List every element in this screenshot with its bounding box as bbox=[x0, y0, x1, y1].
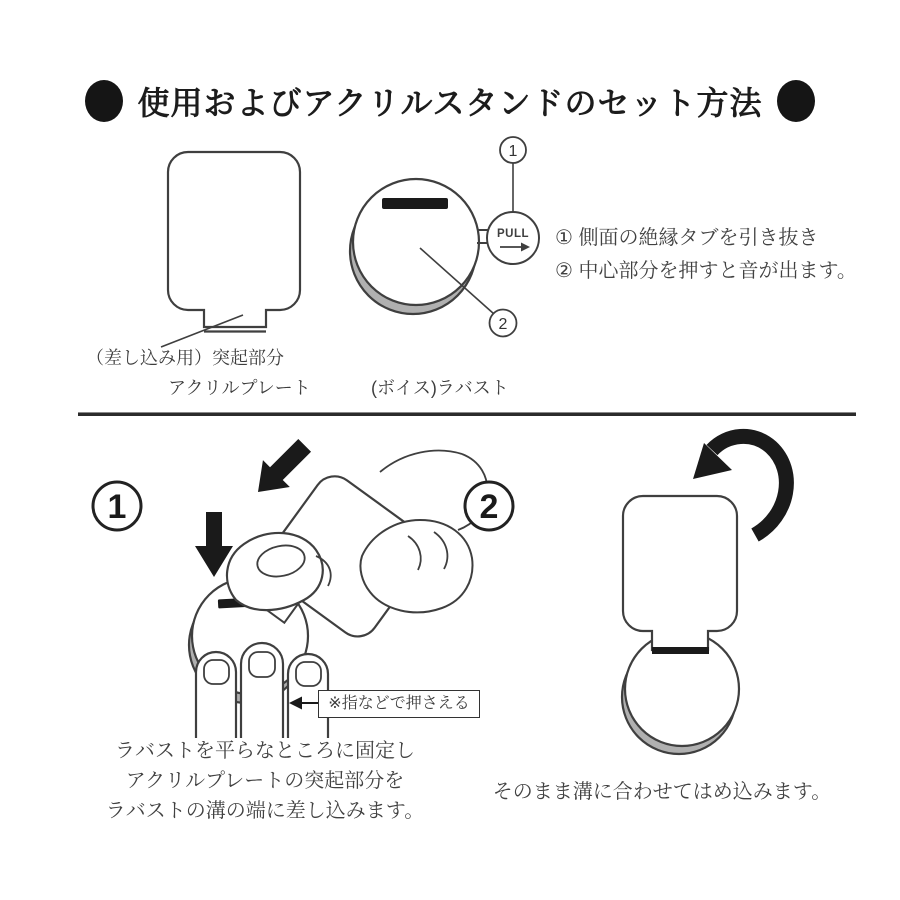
caption-line: アクリルプレートの突起部分を bbox=[125, 770, 405, 792]
black-dot-icon bbox=[777, 80, 815, 122]
instruction-line: ① 側面の絶縁タブを引き抜き bbox=[555, 227, 819, 249]
step2-illustration bbox=[622, 436, 786, 754]
step2-caption: そのまま溝に合わせてはめ込みます。 bbox=[492, 781, 832, 803]
assembled-plate bbox=[623, 496, 737, 650]
callout-1-number: 1 bbox=[508, 143, 518, 160]
step1-caption bbox=[95, 736, 435, 826]
callout-2-number: 2 bbox=[498, 316, 508, 333]
pull-label: PULL bbox=[496, 228, 530, 240]
instruction-line: ② 中心部分を押すと音が出ます。 bbox=[555, 260, 857, 282]
caption-line: ラバストを平らなところに固定し bbox=[115, 740, 415, 762]
usage-instructions bbox=[555, 222, 857, 288]
black-dot-icon bbox=[85, 80, 123, 122]
slot-bar bbox=[652, 647, 709, 654]
step2-badge bbox=[465, 482, 513, 530]
plate-tab-label: （差し込み用）突起部分 bbox=[86, 348, 284, 368]
page-title-row bbox=[0, 78, 900, 124]
arrow-down-left-icon bbox=[245, 432, 319, 506]
step1-badge bbox=[93, 482, 141, 530]
step2-number: 2 bbox=[479, 488, 499, 526]
caption-line: ラバストの溝の端に差し込みます。 bbox=[105, 800, 425, 822]
step1-number: 1 bbox=[107, 488, 127, 526]
pressing-fingers bbox=[196, 643, 328, 738]
acrylic-plate-label: アクリルプレート bbox=[168, 378, 311, 398]
acrylic-plate-diagram bbox=[161, 152, 300, 347]
page-title: 使用およびアクリルスタンドのセット方法 bbox=[137, 85, 763, 121]
voice-strap-label: (ボイス)ラバスト bbox=[371, 378, 509, 398]
section-divider bbox=[78, 412, 856, 416]
press-note-box: ※指などで押さえる bbox=[318, 690, 480, 718]
slot-bar bbox=[382, 198, 448, 209]
